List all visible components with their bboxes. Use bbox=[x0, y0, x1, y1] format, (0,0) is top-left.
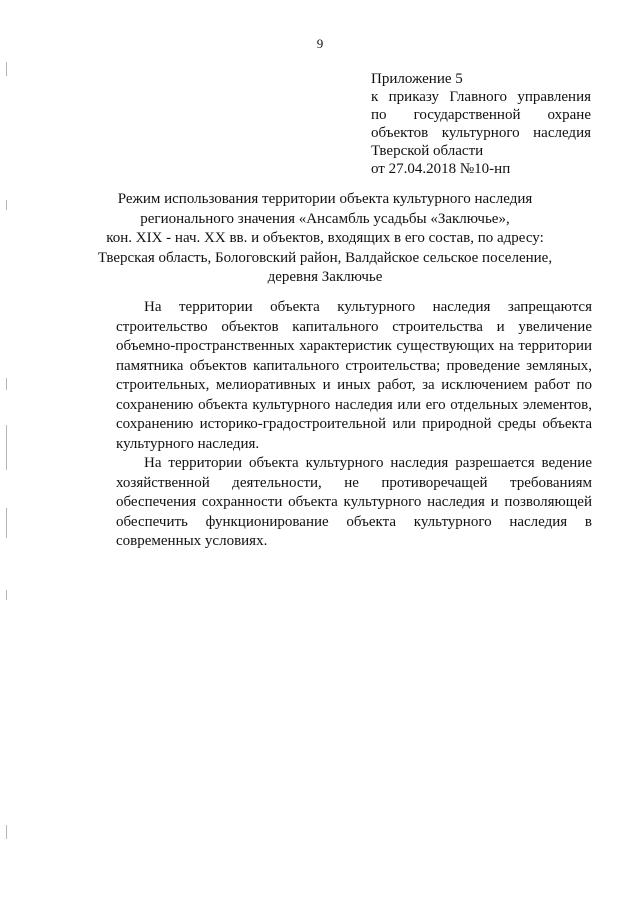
scan-edge-mark bbox=[6, 508, 7, 538]
appendix-header bbox=[371, 70, 591, 178]
scan-edge-mark bbox=[6, 62, 7, 76]
title-line-2: регионального значения «Ансамбль усадьбы «Заключье», bbox=[140, 210, 510, 227]
document-body bbox=[116, 298, 592, 552]
title-line-1: Режим использования территории объекта культурного наследия bbox=[117, 191, 533, 207]
title-line-5: деревня Заключье bbox=[267, 269, 383, 285]
document-title bbox=[90, 190, 560, 288]
scan-edge-mark bbox=[6, 200, 7, 210]
appendix-order-line: к приказу Главного управления bbox=[371, 89, 591, 105]
appendix-date-line: от 27.04.2018 №10-нп bbox=[371, 161, 511, 177]
scan-edge-mark bbox=[6, 590, 7, 600]
appendix-authority-line: по государственной охране bbox=[371, 107, 591, 123]
appendix-heritage-line: объектов культурного наследия bbox=[371, 125, 591, 141]
page-number: 9 bbox=[316, 36, 324, 51]
appendix-region-line: Тверской области bbox=[371, 143, 484, 159]
title-line-3: кон. XIX - нач. XX вв. и объектов, входящих в его состав, по адресу: bbox=[106, 230, 544, 246]
scan-edge-mark bbox=[6, 378, 7, 390]
scan-edge-mark bbox=[6, 825, 7, 839]
title-line-4: Тверская область, Бологовский район, Валдайское сельское поселение, bbox=[97, 249, 553, 266]
appendix-title: Приложение 5 bbox=[371, 71, 463, 87]
scan-edge-mark bbox=[6, 425, 7, 470]
paragraph-permissions: На территории объекта культурного наследия разрешается ведение хозяйственной деятельности, не противоречащей требованиям обеспечения сохранности объекта культурного наследия и позволяющей обеспечить функционирование объекта культурного наследия в современных условиях. bbox=[116, 455, 592, 549]
paragraph-prohibitions: На территории объекта культурного наследия запрещаются строительство объектов капитального строительства и увеличение объемно-пространственных характеристик существующих на территории памятника объектов капитального строительства; проведение земляных, строительных, мелиоративных и иных работ, за исключением работ по сохранению объекта культурного наследия или его отдельных элементов, сохранению историко-градостроительной или природной среды объекта культурного наследия. bbox=[116, 299, 592, 452]
